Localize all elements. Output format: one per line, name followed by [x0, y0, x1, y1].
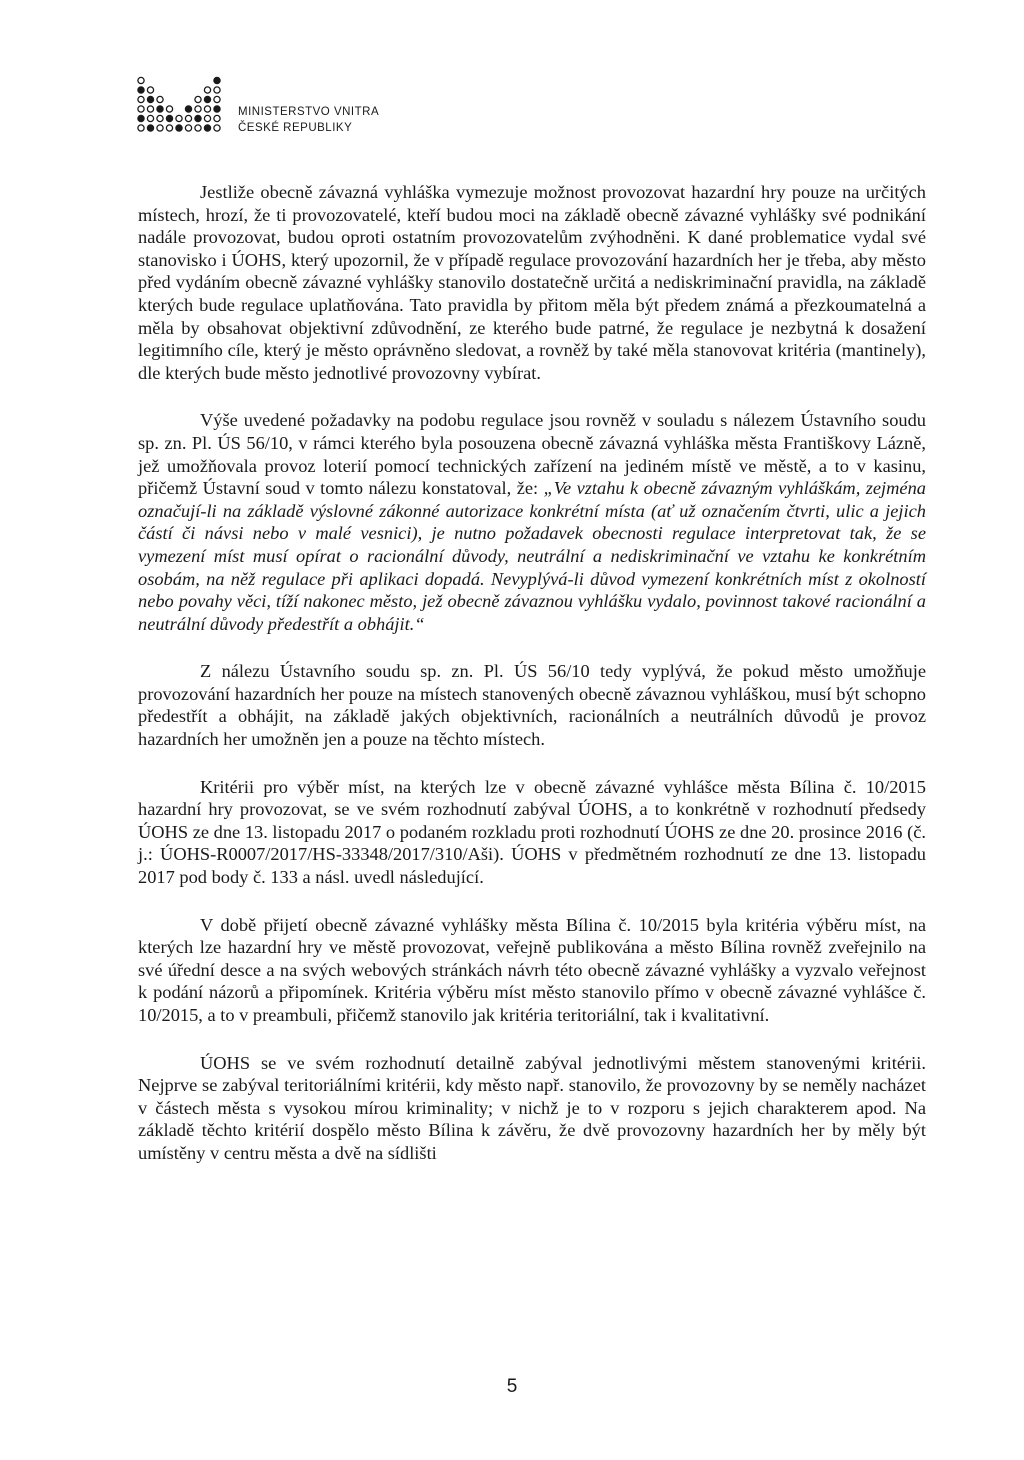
logo-dot — [214, 115, 220, 121]
logo-dot — [138, 96, 144, 102]
logo-dot — [157, 125, 163, 131]
logo-dot — [176, 115, 182, 121]
logo-dot — [138, 77, 144, 83]
logo-dot — [214, 87, 220, 93]
paragraph-2-intro: Výše uvedené požadavky na podobu regulace jsou rovněž v souladu s nálezem Ústavního soudu sp. zn. Pl. ÚS 56/10, v rámci kterého byla posouzena obecně závazná vyhláška města Františkovy Lázně, jež umožňovala provoz loterií pomocí technických zařízení na jediném místě ve městě, a to v kasinu, přičemž Ústavní soud v tomto nálezu konstatoval, že: — [138, 410, 926, 499]
logo-dot — [204, 106, 210, 112]
logo-dot — [185, 106, 191, 112]
logo-dot — [214, 125, 220, 131]
logo-dot — [185, 125, 191, 131]
logo-dot — [147, 115, 153, 121]
logo-dot — [176, 125, 182, 131]
logo-dot — [195, 115, 201, 121]
logo-dot — [204, 96, 210, 102]
paragraph-1: Jestliže obecně závazná vyhláška vymezuje možnost provozovat hazardní hry pouze na určitých místech, hrozí, že ti provozovatelé, kteří budou moci na základě obecně závazné vyhlášky své podnikání nadále provozovat, budou oproti ostatním provozovatelům zvýhodněni. K dané problematice vydal své stanovisko i ÚOHS, který upozornil, že v případě regulace provozování hazardních her je třeba, aby město před vydáním obecně závazné vyhlášky stanovilo dostatečně určitá a nediskriminační pravidla, na základě kterých bude regulace uplatňována. Tato pravidla by přitom měla být předem známá a přezkoumatelná a měla by obsahovat objektivní zdůvodnění, ze kterého bude patrné, že regulace je nezbytná k dosažení legitimního cíle, který je město oprávněno sledovat, a rovněž by také měla stanovovat kritéria (mantinely), dle kterých bude město jednotlivé provozovny vybírat. — [138, 182, 926, 383]
ministry-name — [238, 104, 379, 136]
logo-dot — [157, 115, 163, 121]
paragraph-4: Kritérii pro výběr míst, na kterých lze v obecně závazné vyhlášce města Bílina č. 10/2015 hazardní hry provozovat, se ve svém rozhodnutí zabýval ÚOHS, a to konkrétně v rozhodnutí předsedy ÚOHS ze dne 13. listopadu 2017 o podaném rozkladu proti rozhodnutí ÚOHS ze dne 20. prosince 2016 (č. j.: ÚOHS-R0007/2017/HS-33348/2017/310/Aši). ÚOHS v předmětném rozhodnutí ze dne 13. listopadu 2017 pod body č. 133 a násl. uvedl následující. — [138, 776, 926, 888]
court-quote: „Ve vztahu k obecně závazným vyhláškám, zejména označují-li na základě výslovné zákonné autorizace konkrétní místa (ať už označením čtvrti, ulic a jejich částí či návsi nebo v malé vesnici), je nutno požadavek obecnosti regulace interpretovat tak, že se vymezení míst musí opírat o racionální důvody, neutrální a nediskriminační ve vztahu ke konkrétním osobám, na něž regulace při aplikaci dopadá. Nevyplývá-li důvod vymezení konkrétních míst z okolností nebo povahy věci, tíží nakonec město, jež obecně závaznou vyhlášku vydalo, povinnost takové racionální a neutrální důvody předestřít a obhájit.“ — [138, 478, 926, 634]
paragraph-2 — [138, 409, 926, 635]
logo-dot — [214, 96, 220, 102]
logo-dot — [157, 96, 163, 102]
logo-dot — [195, 125, 201, 131]
logo-dot — [166, 106, 172, 112]
ministry-name-line1: MINISTERSTVO VNITRA — [238, 106, 380, 118]
logo-dot — [138, 106, 144, 112]
logo-dot — [195, 106, 201, 112]
logo-dot — [214, 106, 220, 112]
logo-dot — [204, 125, 210, 131]
paragraph-3: Z nálezu Ústavního soudu sp. zn. Pl. ÚS 56/10 tedy vyplývá, že pokud město umožňuje provozování hazardních her pouze na místech stanovených obecně závaznou vyhláškou, musí být schopno předestřít a obhájit, na základě jakých objektivních, racionálních a neutrálních důvodů je provoz hazardních her umožněn jen a pouze na těchto místech. — [138, 661, 926, 750]
logo-dot — [166, 125, 172, 131]
logo-dot — [166, 115, 172, 121]
page-number: 5 — [506, 1376, 518, 1397]
letterhead — [136, 38, 379, 134]
logo-dot — [147, 87, 153, 93]
logo-dot — [147, 125, 153, 131]
paragraph-6: ÚOHS se ve svém rozhodnutí detailně zabýval jednotlivými městem stanovenými kritérii. Nejprve se zabýval teritoriálními kritérii, kdy město např. stanovilo, že provozovny by se neměly nacházet v částech města s vysokou mírou kriminality; v nichž je to v rozporu s jejich charakterem apod. Na základě těchto kritérií dospělo město Bílina k závěru, že dvě provozovny hazardních her by měly být umístěny v centru města a dvě na sídlišti — [138, 1052, 926, 1163]
logo-dot — [138, 87, 144, 93]
logo-dot — [195, 96, 201, 102]
logo-dot — [138, 125, 144, 131]
logo-dot — [185, 115, 191, 121]
logo-dot — [157, 106, 163, 112]
logo-dot — [204, 87, 210, 93]
logo-dot — [147, 96, 153, 102]
logo-dot — [138, 115, 144, 121]
logo-dot — [214, 77, 220, 83]
ministry-name-line2: ČESKÉ REPUBLIKY — [238, 122, 353, 134]
logo-dot — [147, 106, 153, 112]
document-body — [138, 181, 926, 1165]
mvcr-dot-logo-icon — [136, 38, 232, 134]
paragraph-5: V době přijetí obecně závazné vyhlášky města Bílina č. 10/2015 byla kritéria výběru míst, na kterých lze hazardní hry ve městě provozovat, veřejně publikována a město Bílina rovněž zveřejnilo na své úřední desce a na svých webových stránkách návrh této obecně závazné vyhlášky a vyzvalo veřejnost k podání názorů a připomínek. Kritéria výběru míst město stanovilo přímo v obecně závazné vyhlášce č. 10/2015, a to v preambuli, přičemž stanovilo jak kritéria teritoriální, tak i kvalitativní. — [138, 914, 926, 1025]
logo-dot — [204, 115, 210, 121]
